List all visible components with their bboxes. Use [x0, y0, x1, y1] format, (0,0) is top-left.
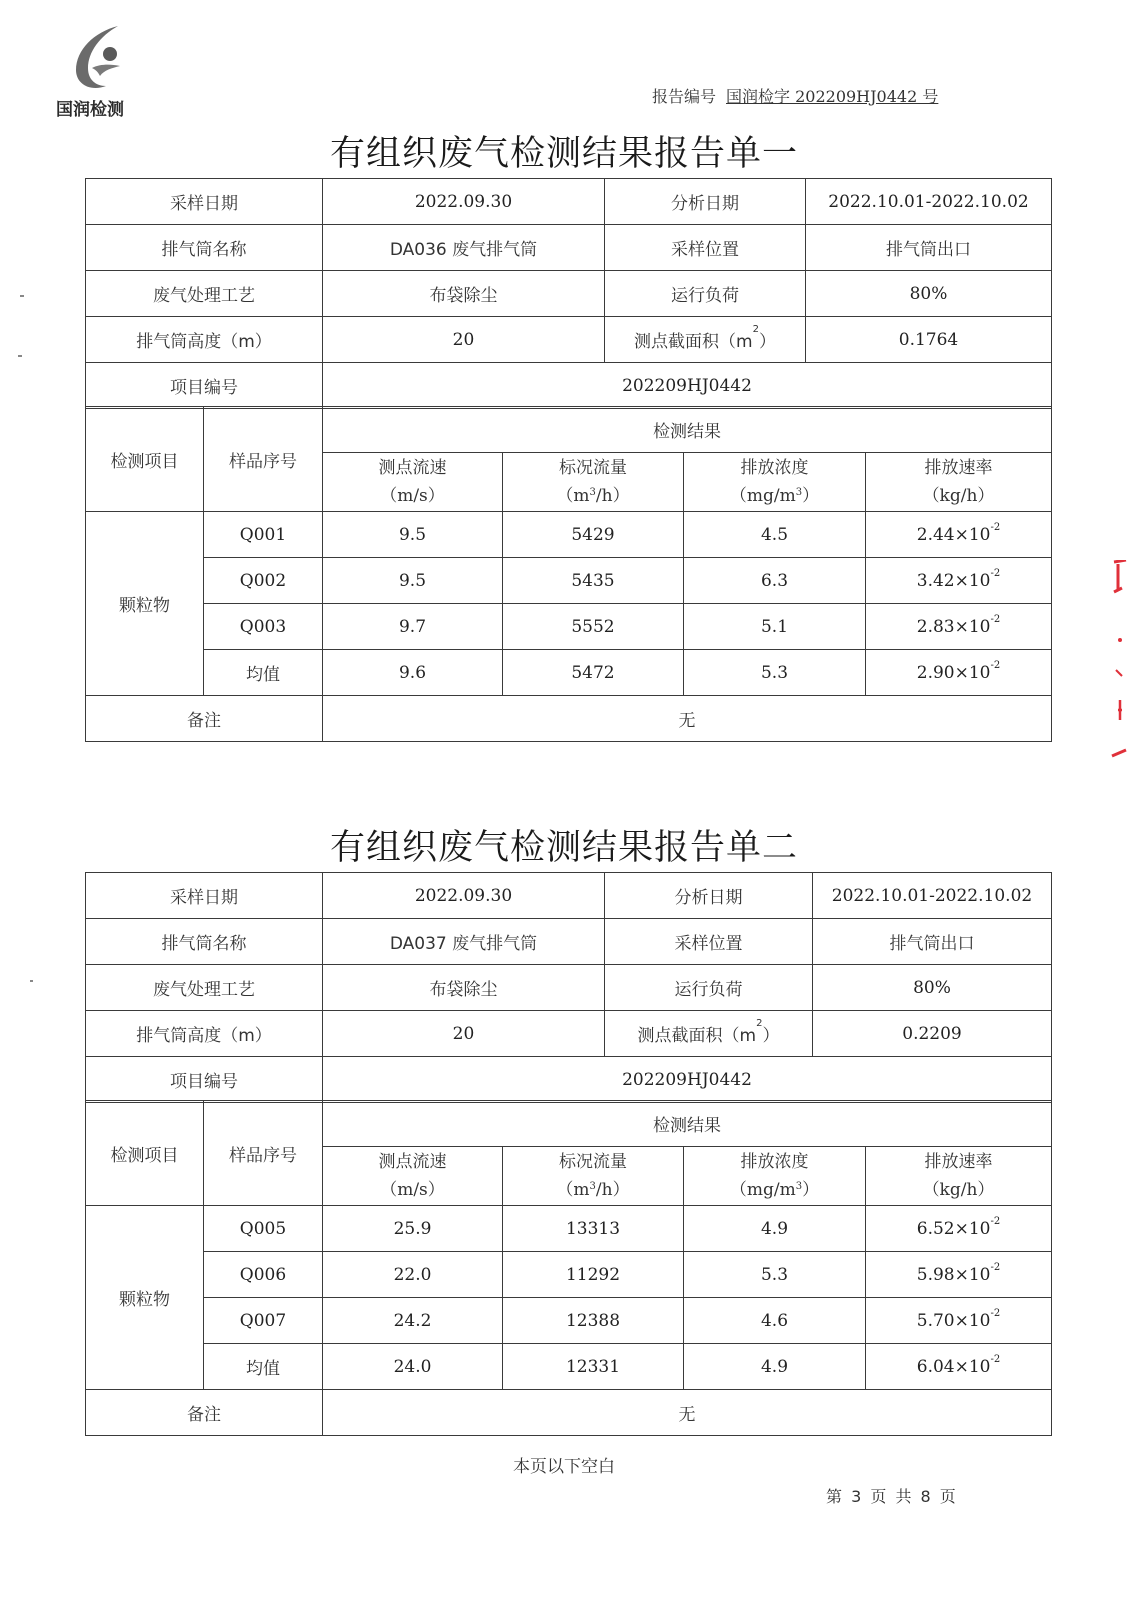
flow-cell: 5429 [503, 512, 684, 558]
table-row [86, 1344, 1052, 1390]
sample-no-cell: Q003 [204, 604, 323, 650]
report-table-2 [85, 872, 1052, 1103]
flow-cell: 5472 [503, 650, 684, 696]
report-title-2: 有组织废气检测结果报告单二 [329, 828, 798, 868]
flow-unit [503, 482, 683, 510]
concentration-cell: 5.3 [684, 650, 866, 696]
concentration-cell: 4.6 [684, 1298, 866, 1344]
velocity-header [323, 1147, 503, 1206]
unit-part: （mg/m [729, 486, 796, 506]
rate-mantissa: 5.70×10 [916, 1310, 991, 1331]
section-area-label-text: 测点截面积（m [637, 1026, 757, 1046]
velocity-unit: （m/s） [380, 1180, 445, 1200]
project-no-label: 项目编号 [86, 363, 323, 409]
stack-height-value: 20 [323, 317, 605, 363]
sample-no-cell: 均值 [204, 650, 323, 696]
concentration-unit [684, 1176, 865, 1204]
stack-name-value: DA036 废气排气筒 [323, 225, 605, 271]
velocity-cell: 24.2 [323, 1298, 503, 1344]
concentration-cell: 4.9 [684, 1344, 866, 1390]
unit-part: ） [802, 1180, 820, 1200]
rate-exponent: -2 [990, 1261, 1001, 1273]
stack-height-value: 20 [323, 1011, 605, 1057]
analysis-date-label: 分析日期 [605, 873, 813, 919]
superscript: 3 [589, 487, 596, 498]
sample-no-cell: Q007 [204, 1298, 323, 1344]
stack-name-label: 排气筒名称 [86, 919, 323, 965]
velocity-header-text: 测点流速 [378, 458, 447, 478]
velocity-cell: 25.9 [323, 1206, 503, 1252]
rate-mantissa: 6.52×10 [916, 1218, 991, 1239]
stack-name-label: 排气筒名称 [86, 225, 323, 271]
unit-part: （m [556, 1180, 590, 1200]
sample-no-cell: Q001 [204, 512, 323, 558]
report-title-1: 有组织废气检测结果报告单一 [329, 134, 798, 174]
table-row [86, 1057, 1052, 1103]
flow-header-text: 标况流量 [559, 1152, 627, 1172]
test-item-header: 检测项目 [86, 1101, 204, 1206]
results-header: 检测结果 [323, 1101, 1052, 1147]
load-value: 80% [813, 965, 1052, 1011]
rate-mantissa: 6.04×10 [916, 1356, 991, 1377]
project-no-value: 202209HJ0442 [323, 1057, 1052, 1103]
sample-date-value: 2022.09.30 [323, 179, 605, 225]
concentration-cell: 5.3 [684, 1252, 866, 1298]
table-row [86, 1298, 1052, 1344]
rate-cell [866, 512, 1052, 558]
rate-mantissa: 2.44×10 [916, 524, 991, 545]
sample-date-label: 采样日期 [86, 873, 323, 919]
rate-unit: （kg/h） [922, 486, 995, 506]
rate-header-text: 排放速率 [924, 458, 993, 478]
superscript: 2 [752, 324, 759, 335]
rate-cell [866, 558, 1052, 604]
velocity-cell: 9.5 [323, 558, 503, 604]
rate-mantissa: 5.98×10 [916, 1264, 991, 1285]
report-number [652, 84, 938, 107]
table-row [86, 965, 1052, 1011]
table-row [86, 363, 1052, 409]
treatment-label: 废气处理工艺 [86, 271, 323, 317]
velocity-cell: 22.0 [323, 1252, 503, 1298]
treatment-label: 废气处理工艺 [86, 965, 323, 1011]
flow-header [503, 453, 684, 512]
section-area-label-text: 测点截面积（m [634, 332, 753, 352]
treatment-value: 布袋除尘 [323, 965, 605, 1011]
flow-cell: 13313 [503, 1206, 684, 1252]
rate-exponent: -2 [990, 613, 1001, 625]
table-row [86, 558, 1052, 604]
flow-unit [503, 1176, 683, 1204]
rate-mantissa: 2.83×10 [916, 616, 991, 637]
concentration-cell: 6.3 [684, 558, 866, 604]
table-header-row [86, 407, 1052, 453]
velocity-header [323, 453, 503, 512]
results-header: 检测结果 [323, 407, 1052, 453]
remark-label: 备注 [86, 1390, 323, 1436]
table-row [86, 512, 1052, 558]
table-row [86, 650, 1052, 696]
rate-exponent: -2 [990, 521, 1001, 533]
rate-cell [866, 1252, 1052, 1298]
unit-part: /h） [595, 1180, 630, 1200]
table-row [86, 317, 1052, 363]
superscript: 3 [795, 1181, 803, 1192]
unit-part: （mg/m [729, 1180, 796, 1200]
velocity-cell: 9.7 [323, 604, 503, 650]
concentration-cell: 4.5 [684, 512, 866, 558]
flow-cell: 11292 [503, 1252, 684, 1298]
table-row [86, 1011, 1052, 1057]
analysis-date-value: 2022.10.01-2022.10.02 [813, 873, 1052, 919]
table-row [86, 225, 1052, 271]
logo-mark-icon [66, 22, 136, 92]
sample-no-cell: 均值 [204, 1344, 323, 1390]
table-row [86, 696, 1052, 742]
project-no-value: 202209HJ0442 [323, 363, 1052, 409]
sample-position-label: 采样位置 [605, 919, 813, 965]
load-label: 运行负荷 [605, 965, 813, 1011]
concentration-header-text: 排放浓度 [740, 458, 809, 478]
table-row [86, 1390, 1052, 1436]
seal-stamp-icon [1108, 560, 1128, 760]
flow-cell: 5552 [503, 604, 684, 650]
sample-date-value: 2022.09.30 [323, 873, 605, 919]
stack-height-label: 排气筒高度（m） [86, 1011, 323, 1057]
rate-exponent: -2 [990, 1215, 1001, 1227]
rate-cell [866, 604, 1052, 650]
blank-below-note: 本页以下空白 [513, 1457, 615, 1477]
table-row [86, 1252, 1052, 1298]
concentration-cell: 4.9 [684, 1206, 866, 1252]
unit-part: ） [802, 486, 820, 506]
test-item-cell: 颗粒物 [86, 512, 204, 696]
rate-unit: （kg/h） [922, 1180, 995, 1200]
table-header-row [86, 1101, 1052, 1147]
sample-no-header: 样品序号 [204, 1101, 323, 1206]
stack-name-value: DA037 废气排气筒 [323, 919, 605, 965]
superscript: 3 [589, 1181, 596, 1192]
section-area-value: 0.2209 [813, 1011, 1052, 1057]
flow-header [503, 1147, 684, 1206]
unit-part: /h） [595, 486, 630, 506]
concentration-header [684, 453, 866, 512]
concentration-header-text: 排放浓度 [740, 1152, 809, 1172]
analysis-date-value: 2022.10.01-2022.10.02 [806, 179, 1052, 225]
rate-mantissa: 3.42×10 [916, 570, 991, 591]
logo-text: 国润检测 [56, 100, 124, 120]
concentration-unit [684, 482, 865, 510]
treatment-value: 布袋除尘 [323, 271, 605, 317]
project-no-label: 项目编号 [86, 1057, 323, 1103]
report-table-1 [85, 178, 1052, 409]
rate-exponent: -2 [990, 659, 1001, 671]
flow-cell: 12388 [503, 1298, 684, 1344]
superscript: 3 [795, 487, 803, 498]
velocity-unit: （m/s） [380, 486, 445, 506]
concentration-header [684, 1147, 866, 1206]
rate-exponent: -2 [990, 1353, 1001, 1365]
flow-cell: 5435 [503, 558, 684, 604]
load-value: 80% [806, 271, 1052, 317]
scan-speck [18, 355, 22, 357]
test-item-header: 检测项目 [86, 407, 204, 512]
sample-position-value: 排气筒出口 [806, 225, 1052, 271]
sample-position-label: 采样位置 [605, 225, 806, 271]
sample-no-cell: Q002 [204, 558, 323, 604]
load-label: 运行负荷 [605, 271, 806, 317]
rate-cell [866, 650, 1052, 696]
report-number-label: 报告编号 [652, 87, 717, 106]
stack-height-label: 排气筒高度（m） [86, 317, 323, 363]
unit-part: （m [556, 486, 590, 506]
rate-header [866, 1147, 1052, 1206]
velocity-header-text: 测点流速 [378, 1152, 447, 1172]
rate-cell [866, 1298, 1052, 1344]
rate-exponent: -2 [990, 567, 1001, 579]
table-row [86, 271, 1052, 317]
sample-no-header: 样品序号 [204, 407, 323, 512]
rate-exponent: -2 [990, 1307, 1001, 1319]
test-item-cell: 颗粒物 [86, 1206, 204, 1390]
rate-cell [866, 1206, 1052, 1252]
velocity-cell: 9.5 [323, 512, 503, 558]
remark-label: 备注 [86, 696, 323, 742]
section-area-label-suffix: ） [762, 1026, 780, 1046]
company-logo [52, 22, 142, 122]
rate-cell [866, 1344, 1052, 1390]
remark-value: 无 [323, 1390, 1052, 1436]
velocity-cell: 24.0 [323, 1344, 503, 1390]
flow-header-text: 标况流量 [559, 458, 627, 478]
concentration-cell: 5.1 [684, 604, 866, 650]
section-area-label [605, 1011, 813, 1057]
page-indicator: 第 3 页 共 8 页 [826, 1487, 958, 1506]
report-number-value: 国润检字 202209HJ0442 号 [726, 87, 939, 106]
rate-header [866, 453, 1052, 512]
analysis-date-label: 分析日期 [605, 179, 806, 225]
superscript: 2 [756, 1018, 763, 1029]
section-area-value: 0.1764 [806, 317, 1052, 363]
table-row [86, 604, 1052, 650]
results-table-2 [85, 1100, 1052, 1436]
rate-mantissa: 2.90×10 [916, 662, 991, 683]
velocity-cell: 9.6 [323, 650, 503, 696]
table-row [86, 919, 1052, 965]
table-row [86, 873, 1052, 919]
table-row [86, 179, 1052, 225]
sample-no-cell: Q005 [204, 1206, 323, 1252]
scan-speck [20, 295, 24, 297]
sample-position-value: 排气筒出口 [813, 919, 1052, 965]
section-area-label-suffix: ） [758, 332, 776, 352]
table-row [86, 1206, 1052, 1252]
results-table-1 [85, 406, 1052, 742]
sample-date-label: 采样日期 [86, 179, 323, 225]
remark-value: 无 [323, 696, 1052, 742]
sample-no-cell: Q006 [204, 1252, 323, 1298]
rate-header-text: 排放速率 [924, 1152, 993, 1172]
section-area-label [605, 317, 806, 363]
flow-cell: 12331 [503, 1344, 684, 1390]
scan-speck [30, 980, 33, 982]
